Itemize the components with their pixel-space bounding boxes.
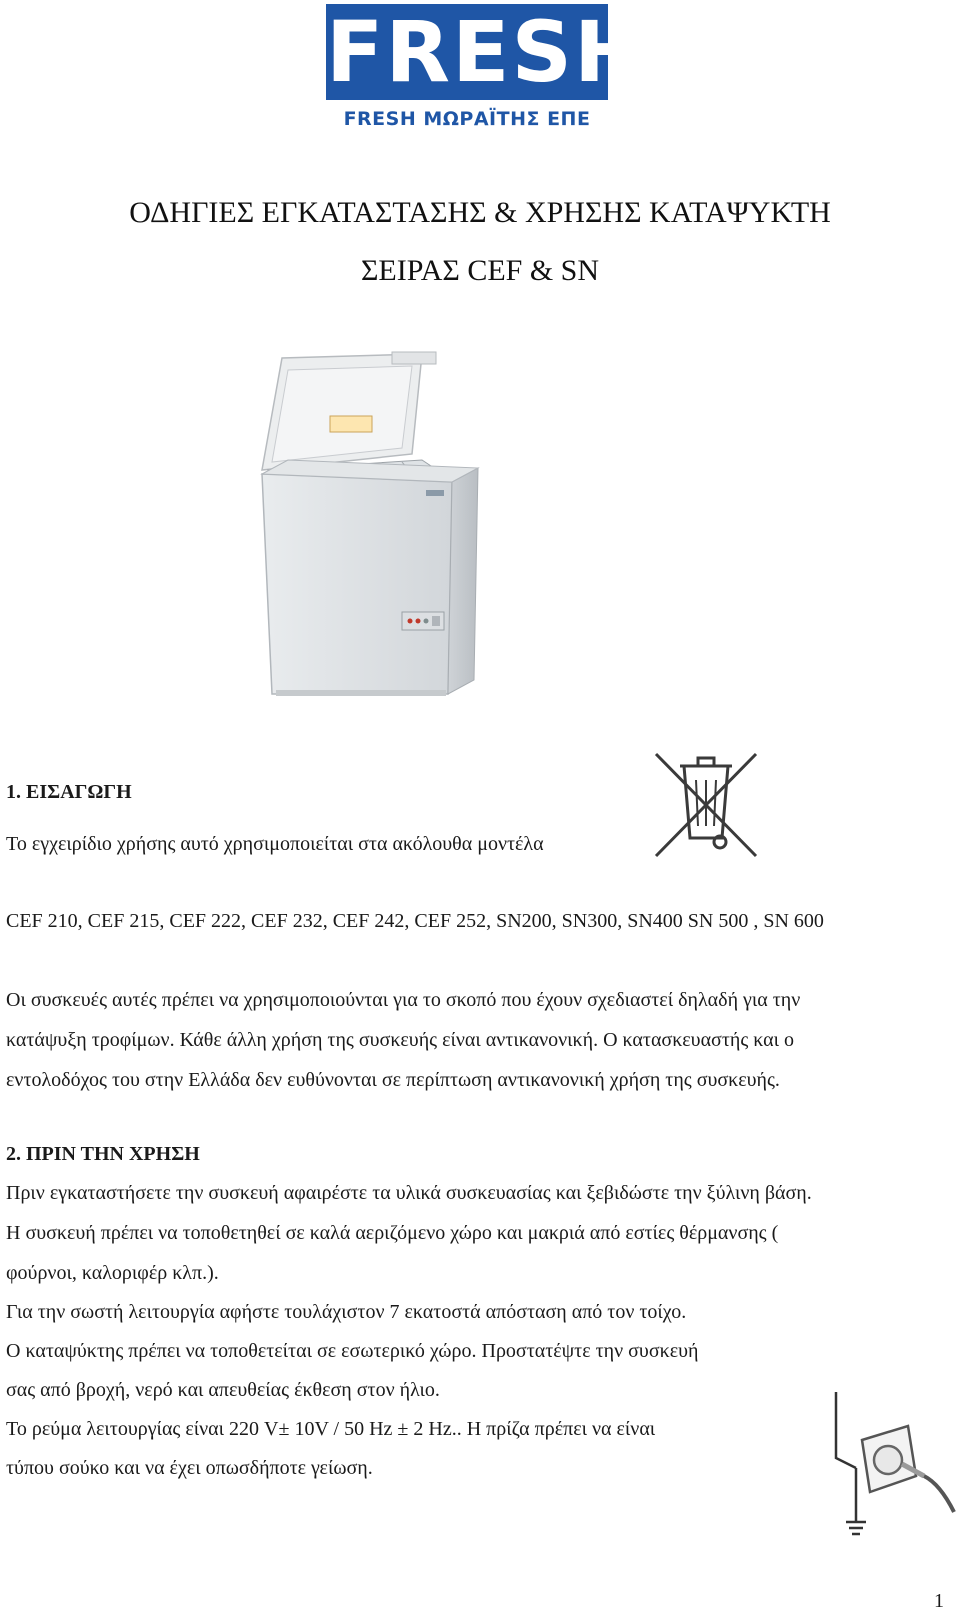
paragraph-line: Το ρεύμα λειτουργίας είναι 220 V± 10V / 50 Hz ± 2 Hz.. Η πρίζα πρέπει να είναι (6, 1418, 656, 1440)
section-1-intro: Το εγχειρίδιο χρήσης αυτό χρησιμοποιείται στα ακόλουθα μοντέλα (6, 833, 544, 855)
page-number: 1 (934, 1590, 944, 1612)
paragraph-line: φούρνοι, καλοριφέρ κλπ.). (6, 1262, 219, 1284)
plug-socket-icon (832, 1388, 956, 1550)
paragraph-line: Ο καταψύκτης πρέπει να τοποθετείται σε εσωτερικό χώρο. Προστατέψτε την συσκευή (6, 1340, 699, 1362)
paragraph-line: σας από βροχή, νερό και απευθείας έκθεση στον ήλιο. (6, 1379, 440, 1401)
section-2-heading: 2. ΠΡΙΝ ΤΗΝ ΧΡΗΣΗ (6, 1143, 200, 1165)
logo-wordmark: FRESH (326, 3, 647, 101)
logo-company-name: FRESH ΜΩΡΑΪΤΗΣ ΕΠΕ (343, 108, 591, 130)
paragraph-line: Πριν εγκαταστήσετε την συσκευή αφαιρέστε τα υλικά συσκευασίας και ξεβιδώστε την ξύλινη βάση. (6, 1182, 812, 1204)
crossed-out-bin-icon (650, 746, 762, 866)
document-title-line2: ΣΕΙΡΑΣ CEF & SN (360, 254, 600, 287)
model-list: CEF 210, CEF 215, CEF 222, CEF 232, CEF 242, CEF 252, SN200, SN300, SN400 SN 500 , SN 600 (6, 910, 824, 932)
paragraph-line: εντολοδόχος του στην Ελλάδα δεν ευθύνονται σε περίπτωση αντικανονική χρήση της συσκευής. (6, 1069, 780, 1091)
freezer-photo (242, 350, 512, 730)
section-1-heading: 1. ΕΙΣΑΓΩΓΗ (6, 781, 132, 803)
document-title-line1: ΟΔΗΓΙΕΣ ΕΓΚΑΤΑΣΤΑΣΗΣ & ΧΡΗΣΗΣ ΚΑΤΑΨΥΚΤΗ (129, 196, 831, 229)
paragraph-line: τύπου σούκο και να έχει οπωσδήποτε γείωση. (6, 1457, 373, 1479)
paragraph-line: Η συσκευή πρέπει να τοποθετηθεί σε καλά αεριζόμενο χώρο και μακριά από εστίες θέρμανσης ( (6, 1222, 779, 1244)
company-logo (326, 3, 647, 130)
paragraph-line: Οι συσκευές αυτές πρέπει να χρησιμοποιούνται για το σκοπό που έχουν σχεδιαστεί δηλαδή για την (6, 989, 801, 1011)
paragraph-line: Για την σωστή λειτουργία αφήστε τουλάχιστον 7 εκατοστά απόσταση από τον τοίχο. (6, 1301, 687, 1323)
paragraph-line: κατάψυξη τροφίμων. Κάθε άλλη χρήση της συσκευής είναι αντικανονική. Ο κατασκευαστής και ο (6, 1029, 795, 1051)
